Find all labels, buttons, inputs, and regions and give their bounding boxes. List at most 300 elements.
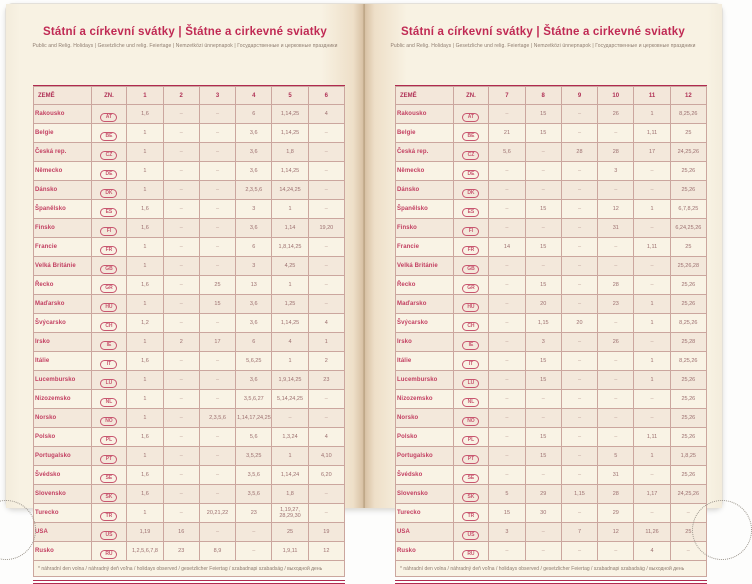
country-name: Velká Británie bbox=[396, 257, 454, 276]
country-name: Portugalsko bbox=[396, 447, 454, 466]
holiday-table bbox=[33, 86, 345, 577]
holiday-days-cell: – bbox=[561, 428, 597, 447]
holiday-days-cell: 28 bbox=[598, 485, 634, 504]
table-row bbox=[34, 371, 345, 390]
holiday-days-cell: – bbox=[489, 295, 525, 314]
holiday-days-cell: – bbox=[163, 447, 199, 466]
holiday-days-cell: 1,6 bbox=[127, 276, 163, 295]
country-code-oval: IE bbox=[100, 341, 117, 350]
holiday-days-cell: 1 bbox=[272, 447, 308, 466]
country-code-oval: FI bbox=[462, 227, 479, 236]
holiday-days-cell: – bbox=[308, 162, 344, 181]
holiday-days-cell: – bbox=[489, 200, 525, 219]
header-month: 12 bbox=[670, 87, 706, 105]
holiday-days-cell: – bbox=[561, 200, 597, 219]
holiday-days-cell: – bbox=[308, 124, 344, 143]
holiday-days-cell: 23 bbox=[163, 542, 199, 561]
holiday-days-cell: 15 bbox=[525, 105, 561, 124]
holiday-days-cell: 3,6 bbox=[236, 314, 272, 333]
country-code-oval: NL bbox=[462, 398, 479, 407]
holiday-days-cell: – bbox=[525, 523, 561, 542]
country-code-oval: FR bbox=[462, 246, 479, 255]
holiday-days-cell: – bbox=[163, 485, 199, 504]
country-name: Švýcarsko bbox=[396, 314, 454, 333]
table-row bbox=[34, 276, 345, 295]
holiday-days-cell: 20 bbox=[561, 314, 597, 333]
holiday-days-cell: 25,26 bbox=[670, 409, 706, 428]
holiday-days-cell: 15 bbox=[525, 200, 561, 219]
holiday-days-cell: – bbox=[199, 124, 235, 143]
holiday-days-cell: – bbox=[199, 219, 235, 238]
holiday-days-cell: 6,24,25,26 bbox=[670, 219, 706, 238]
holiday-days-cell: – bbox=[236, 523, 272, 542]
table-row bbox=[396, 523, 707, 542]
table-row bbox=[396, 276, 707, 295]
holiday-days-cell: 1 bbox=[127, 390, 163, 409]
holiday-days-cell: 1,9,14,25 bbox=[272, 371, 308, 390]
holiday-days-cell: 1,25 bbox=[272, 295, 308, 314]
holiday-days-cell: 1 bbox=[272, 276, 308, 295]
country-code-cell bbox=[91, 428, 127, 447]
holiday-days-cell: 25 bbox=[670, 238, 706, 257]
country-code-cell bbox=[453, 466, 489, 485]
country-name: Česká rep. bbox=[34, 143, 92, 162]
holiday-days-cell: 1,14,17,24,25 bbox=[236, 409, 272, 428]
country-name: Belgie bbox=[34, 124, 92, 143]
holiday-days-cell: – bbox=[308, 504, 344, 523]
holiday-days-cell: 15 bbox=[199, 295, 235, 314]
holiday-days-cell: 6,20 bbox=[308, 466, 344, 485]
country-name: Španělsko bbox=[34, 200, 92, 219]
country-name: Lucembursko bbox=[396, 371, 454, 390]
country-code-cell bbox=[453, 352, 489, 371]
table-row bbox=[34, 200, 345, 219]
holiday-days-cell: – bbox=[308, 143, 344, 162]
table-row bbox=[34, 257, 345, 276]
holiday-days-cell: 1,8,25 bbox=[670, 447, 706, 466]
holiday-days-cell: 25 bbox=[272, 523, 308, 542]
holiday-days-cell: 3,5,25 bbox=[236, 447, 272, 466]
country-name: Rusko bbox=[396, 542, 454, 561]
holiday-days-cell: 1,6 bbox=[127, 105, 163, 124]
holiday-days-cell: – bbox=[199, 428, 235, 447]
holiday-days-cell: 1 bbox=[127, 504, 163, 523]
holiday-days-cell: – bbox=[308, 181, 344, 200]
holiday-days-cell: – bbox=[489, 390, 525, 409]
country-code-cell bbox=[91, 409, 127, 428]
country-code-oval: DK bbox=[462, 189, 479, 198]
holiday-days-cell: – bbox=[561, 466, 597, 485]
holiday-days-cell: 1,15 bbox=[561, 485, 597, 504]
country-name: Norsko bbox=[396, 409, 454, 428]
holiday-days-cell: – bbox=[561, 390, 597, 409]
holiday-days-cell: 30 bbox=[525, 504, 561, 523]
holiday-days-cell: – bbox=[489, 466, 525, 485]
holiday-days-cell: 20 bbox=[525, 295, 561, 314]
country-code-oval: GB bbox=[100, 265, 117, 274]
country-code-oval: ES bbox=[462, 208, 479, 217]
holiday-days-cell: – bbox=[525, 162, 561, 181]
country-code-oval: GR bbox=[100, 284, 117, 293]
holiday-days-cell: – bbox=[561, 124, 597, 143]
holiday-days-cell: – bbox=[561, 409, 597, 428]
holiday-days-cell: 1 bbox=[127, 371, 163, 390]
holiday-days-cell: – bbox=[163, 219, 199, 238]
holiday-days-cell: 3 bbox=[598, 162, 634, 181]
holiday-days-cell: – bbox=[163, 295, 199, 314]
holiday-days-cell: – bbox=[489, 428, 525, 447]
holiday-days-cell: – bbox=[308, 200, 344, 219]
holiday-days-cell: 1 bbox=[127, 447, 163, 466]
holiday-days-cell: 1,15 bbox=[525, 314, 561, 333]
holiday-days-cell: 8,9 bbox=[199, 542, 235, 561]
country-code-oval: CH bbox=[100, 322, 117, 331]
country-name: Portugalsko bbox=[34, 447, 92, 466]
holiday-days-cell: – bbox=[163, 124, 199, 143]
header-code: ZN. bbox=[91, 87, 127, 105]
holiday-days-cell: – bbox=[163, 238, 199, 257]
holiday-days-cell: 25 bbox=[670, 124, 706, 143]
table-row bbox=[34, 428, 345, 447]
holiday-days-cell: – bbox=[525, 390, 561, 409]
holiday-days-cell: – bbox=[199, 181, 235, 200]
country-name: Turecko bbox=[396, 504, 454, 523]
country-code-oval: TR bbox=[462, 512, 479, 521]
holiday-days-cell: 1 bbox=[634, 105, 670, 124]
holiday-days-cell: 1 bbox=[634, 447, 670, 466]
country-code-oval: LU bbox=[462, 379, 479, 388]
holiday-days-cell: – bbox=[308, 257, 344, 276]
holiday-days-cell: – bbox=[489, 371, 525, 390]
holiday-days-cell: – bbox=[634, 409, 670, 428]
holiday-days-cell: 3 bbox=[236, 200, 272, 219]
holiday-days-cell: – bbox=[163, 504, 199, 523]
holiday-days-cell: 15 bbox=[525, 428, 561, 447]
holiday-days-cell: 6 bbox=[236, 105, 272, 124]
holiday-days-cell: 25,26 bbox=[670, 466, 706, 485]
country-code-oval: LU bbox=[100, 379, 117, 388]
holiday-days-cell: – bbox=[634, 390, 670, 409]
country-name: Polsko bbox=[396, 428, 454, 447]
holiday-days-cell: 15 bbox=[525, 124, 561, 143]
header-month: 1 bbox=[127, 87, 163, 105]
holiday-days-cell: 25,28 bbox=[670, 333, 706, 352]
country-name: USA bbox=[396, 523, 454, 542]
holiday-days-cell: 6 bbox=[236, 238, 272, 257]
country-name: Turecko bbox=[34, 504, 92, 523]
holiday-days-cell: 31 bbox=[598, 219, 634, 238]
holiday-days-cell: 25,26 bbox=[670, 371, 706, 390]
holiday-days-cell: 19 bbox=[308, 523, 344, 542]
holiday-days-cell: – bbox=[163, 428, 199, 447]
holiday-days-cell: 5,6 bbox=[236, 428, 272, 447]
table-row bbox=[396, 447, 707, 466]
holiday-days-cell: 15 bbox=[525, 238, 561, 257]
holiday-days-cell: 4 bbox=[308, 105, 344, 124]
country-name: Švédsko bbox=[396, 466, 454, 485]
holiday-days-cell: 1,17 bbox=[634, 485, 670, 504]
table-row bbox=[396, 238, 707, 257]
country-code-oval: CZ bbox=[462, 151, 479, 160]
country-code-cell bbox=[91, 447, 127, 466]
country-code-cell bbox=[91, 105, 127, 124]
holiday-days-cell: 17 bbox=[634, 143, 670, 162]
country-code-cell bbox=[91, 485, 127, 504]
holiday-days-cell: 4 bbox=[634, 542, 670, 561]
holiday-days-cell: 1 bbox=[127, 257, 163, 276]
holiday-days-cell: 2 bbox=[163, 333, 199, 352]
country-name: Francie bbox=[34, 238, 92, 257]
holiday-days-cell: – bbox=[634, 181, 670, 200]
holiday-days-cell: 1 bbox=[127, 238, 163, 257]
holiday-days-cell: 3,6 bbox=[236, 371, 272, 390]
holiday-days-cell: 25 bbox=[670, 523, 706, 542]
holiday-days-cell: – bbox=[199, 466, 235, 485]
country-code-oval: GB bbox=[462, 265, 479, 274]
country-code-oval: PL bbox=[100, 436, 117, 445]
header-country: ZEMĚ bbox=[34, 87, 92, 105]
holiday-days-cell: – bbox=[163, 466, 199, 485]
holiday-days-cell: – bbox=[199, 143, 235, 162]
holiday-days-cell: – bbox=[598, 371, 634, 390]
holiday-days-cell: 1 bbox=[634, 295, 670, 314]
holiday-days-cell: 1 bbox=[127, 409, 163, 428]
holiday-days-cell: 15 bbox=[525, 352, 561, 371]
holiday-days-cell: 6,7,8,25 bbox=[670, 200, 706, 219]
holiday-days-cell: 1,6 bbox=[127, 219, 163, 238]
table-row bbox=[396, 504, 707, 523]
holiday-days-cell: – bbox=[525, 409, 561, 428]
holiday-days-cell: 1 bbox=[634, 314, 670, 333]
country-name: Finsko bbox=[396, 219, 454, 238]
holiday-days-cell: – bbox=[199, 105, 235, 124]
holiday-days-cell: 15 bbox=[525, 276, 561, 295]
holiday-days-cell: 19,20 bbox=[308, 219, 344, 238]
country-name: Rakousko bbox=[34, 105, 92, 124]
country-code-oval: DE bbox=[462, 170, 479, 179]
country-code-cell bbox=[91, 276, 127, 295]
table-row bbox=[34, 295, 345, 314]
holiday-days-cell: – bbox=[163, 276, 199, 295]
footnote-row bbox=[396, 561, 707, 577]
country-code-cell bbox=[91, 523, 127, 542]
holiday-days-cell: – bbox=[598, 542, 634, 561]
table-row bbox=[396, 314, 707, 333]
country-code-cell bbox=[453, 276, 489, 295]
holiday-days-cell: 2 bbox=[308, 352, 344, 371]
country-code-cell bbox=[91, 219, 127, 238]
holiday-days-cell: – bbox=[308, 409, 344, 428]
holiday-days-cell: 29 bbox=[525, 485, 561, 504]
country-code-cell bbox=[91, 314, 127, 333]
holiday-days-cell: 17 bbox=[199, 333, 235, 352]
holiday-days-cell: – bbox=[525, 257, 561, 276]
country-code-cell bbox=[453, 504, 489, 523]
holiday-days-cell: – bbox=[489, 409, 525, 428]
country-name: Rakousko bbox=[396, 105, 454, 124]
header-month: 6 bbox=[308, 87, 344, 105]
holiday-days-cell: 25 bbox=[199, 276, 235, 295]
country-code-cell bbox=[453, 447, 489, 466]
table-row bbox=[396, 466, 707, 485]
table-row bbox=[34, 143, 345, 162]
country-code-oval: NO bbox=[100, 417, 117, 426]
country-code-cell bbox=[91, 200, 127, 219]
country-code-cell bbox=[91, 143, 127, 162]
holiday-days-cell: 1,19 bbox=[127, 523, 163, 542]
country-name: Finsko bbox=[34, 219, 92, 238]
holiday-days-cell: 28 bbox=[598, 276, 634, 295]
holiday-days-cell: – bbox=[598, 257, 634, 276]
header-month: 5 bbox=[272, 87, 308, 105]
table-row bbox=[34, 162, 345, 181]
country-code-cell bbox=[453, 314, 489, 333]
holiday-days-cell: – bbox=[561, 447, 597, 466]
holiday-days-cell: 23 bbox=[308, 371, 344, 390]
holiday-days-cell: 25,26 bbox=[670, 295, 706, 314]
country-name: Maďarsko bbox=[34, 295, 92, 314]
country-code-oval: AT bbox=[462, 113, 479, 122]
holiday-days-cell: – bbox=[163, 352, 199, 371]
holiday-days-cell: 5,6,25 bbox=[236, 352, 272, 371]
header-month: 8 bbox=[525, 87, 561, 105]
holiday-days-cell: – bbox=[272, 409, 308, 428]
holiday-days-cell: 25,26 bbox=[670, 162, 706, 181]
holiday-days-cell: – bbox=[199, 523, 235, 542]
country-code-cell bbox=[453, 200, 489, 219]
table-row bbox=[34, 466, 345, 485]
holiday-days-cell: – bbox=[634, 333, 670, 352]
holiday-days-cell: 3,6 bbox=[236, 162, 272, 181]
holiday-days-cell: – bbox=[525, 143, 561, 162]
holiday-days-cell: 8,25,26 bbox=[670, 352, 706, 371]
holiday-days-cell: 1,3,24 bbox=[272, 428, 308, 447]
holiday-days-cell: – bbox=[163, 257, 199, 276]
country-name: Dánsko bbox=[396, 181, 454, 200]
holiday-days-cell: – bbox=[489, 333, 525, 352]
holiday-days-cell: 1 bbox=[634, 371, 670, 390]
table-row bbox=[396, 219, 707, 238]
holiday-days-cell: 1,14,24 bbox=[272, 466, 308, 485]
holiday-days-cell: – bbox=[634, 219, 670, 238]
holiday-days-cell: 5,6 bbox=[489, 143, 525, 162]
table-row bbox=[34, 447, 345, 466]
holiday-days-cell: 5,14,24,25 bbox=[272, 390, 308, 409]
holiday-days-cell: – bbox=[598, 409, 634, 428]
holiday-days-cell: 3 bbox=[236, 257, 272, 276]
country-code-oval: SE bbox=[100, 474, 117, 483]
holiday-days-cell: – bbox=[308, 390, 344, 409]
country-code-cell bbox=[91, 238, 127, 257]
table-row bbox=[34, 504, 345, 523]
holiday-days-cell: – bbox=[163, 162, 199, 181]
holiday-days-cell: 15 bbox=[525, 371, 561, 390]
country-code-oval: SK bbox=[100, 493, 117, 502]
holiday-days-cell: 7 bbox=[561, 523, 597, 542]
country-code-oval: FR bbox=[100, 246, 117, 255]
table-row bbox=[396, 485, 707, 504]
holiday-days-cell: – bbox=[163, 181, 199, 200]
table-row bbox=[396, 200, 707, 219]
country-code-oval: DE bbox=[100, 170, 117, 179]
country-code-cell bbox=[453, 162, 489, 181]
country-code-cell bbox=[453, 523, 489, 542]
double-rule bbox=[395, 580, 707, 584]
holiday-days-cell: 26 bbox=[598, 105, 634, 124]
holiday-days-cell: 1,8,14,25 bbox=[272, 238, 308, 257]
country-code-cell bbox=[453, 428, 489, 447]
holiday-days-cell: 1,11 bbox=[634, 428, 670, 447]
holiday-days-cell: 8,25,26 bbox=[670, 314, 706, 333]
holiday-days-cell: – bbox=[308, 276, 344, 295]
holiday-days-cell: 1,19,27, 28,29,30 bbox=[272, 504, 308, 523]
table-row bbox=[396, 124, 707, 143]
holiday-days-cell: – bbox=[525, 542, 561, 561]
country-code-cell bbox=[91, 542, 127, 561]
holiday-days-cell: – bbox=[634, 466, 670, 485]
table-row bbox=[396, 352, 707, 371]
holiday-days-cell: 4 bbox=[272, 333, 308, 352]
holiday-days-cell: – bbox=[199, 238, 235, 257]
country-code-cell bbox=[453, 238, 489, 257]
holiday-days-cell: 3,5,6 bbox=[236, 485, 272, 504]
country-code-cell bbox=[91, 181, 127, 200]
country-code-oval: PT bbox=[462, 455, 479, 464]
country-name: Dánsko bbox=[34, 181, 92, 200]
holiday-days-cell: 31 bbox=[598, 466, 634, 485]
table-row bbox=[396, 371, 707, 390]
header-month: 11 bbox=[634, 87, 670, 105]
country-name: Německo bbox=[34, 162, 92, 181]
country-code-cell bbox=[91, 504, 127, 523]
holiday-days-cell: – bbox=[525, 219, 561, 238]
holiday-days-cell: – bbox=[489, 447, 525, 466]
holiday-days-cell: 4 bbox=[308, 428, 344, 447]
holiday-days-cell: 1,14,25 bbox=[272, 314, 308, 333]
country-code-cell bbox=[91, 162, 127, 181]
table-row bbox=[396, 390, 707, 409]
country-code-cell bbox=[453, 371, 489, 390]
table-row bbox=[34, 542, 345, 561]
holiday-days-cell: 3,6 bbox=[236, 295, 272, 314]
holiday-days-cell: 1 bbox=[127, 181, 163, 200]
holiday-days-cell: – bbox=[308, 295, 344, 314]
holiday-days-cell: – bbox=[199, 257, 235, 276]
country-code-oval: BE bbox=[100, 132, 117, 141]
country-code-oval: AT bbox=[100, 113, 117, 122]
holiday-days-cell: 14,24,25 bbox=[272, 181, 308, 200]
holiday-days-cell: – bbox=[199, 390, 235, 409]
table-row bbox=[396, 333, 707, 352]
table-row bbox=[34, 314, 345, 333]
page-subtitle: Public and Relig. Holidays | Gesetzliche und relig. Feiertage | Nemzetközi ünnepnapok | Государственные и церковные праздники bbox=[372, 43, 714, 49]
country-name: Lucembursko bbox=[34, 371, 92, 390]
holiday-days-cell: 3,6 bbox=[236, 124, 272, 143]
country-code-oval: SK bbox=[462, 493, 479, 502]
holiday-days-cell: 12 bbox=[598, 200, 634, 219]
holiday-days-cell: 1,6 bbox=[127, 485, 163, 504]
country-name: Slovensko bbox=[34, 485, 92, 504]
header-month: 9 bbox=[561, 87, 597, 105]
holiday-days-cell: – bbox=[489, 314, 525, 333]
table-row bbox=[34, 238, 345, 257]
country-code-oval: PL bbox=[462, 436, 479, 445]
holiday-days-cell: – bbox=[199, 314, 235, 333]
perforated-corner-arc bbox=[692, 500, 752, 560]
table-row bbox=[34, 523, 345, 542]
holiday-days-cell: 3 bbox=[525, 333, 561, 352]
holiday-days-cell: 2,3,5,6 bbox=[236, 181, 272, 200]
